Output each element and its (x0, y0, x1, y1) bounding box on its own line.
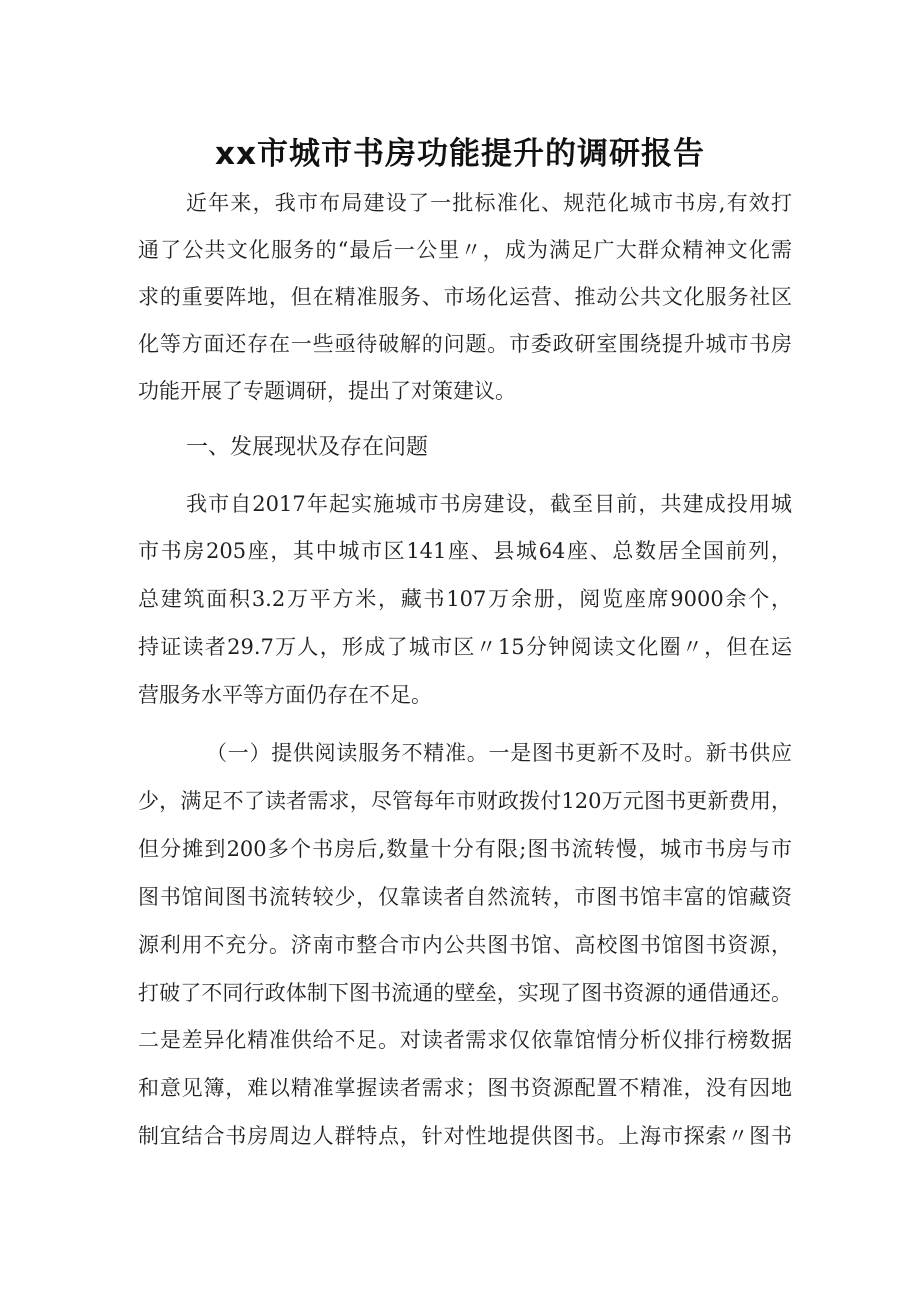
document-title: xx市城市书房功能提升的调研报告 (215, 136, 705, 172)
section-heading: 一、发展现状及存在问题 (186, 435, 429, 460)
subsection-line: 打破了不同行政体制下图书流通的壁垒，实现了图书资源的通借通还。 (138, 981, 792, 1005)
intro-line: 近年来，我市布局建设了一批标准化、规范化城市书房,有效打 (186, 191, 792, 215)
subsection-line: 二是差异化精准供给不足。对读者需求仅依靠馆情分析仪排行榜数据 (138, 1028, 792, 1052)
subsection-line: （一）提供阅读服务不精准。一是图书更新不及时。新书供应 (206, 741, 792, 765)
section-line: 持证读者29.7万人，形成了城市区〃15分钟阅读文化圈〃，但在运 (138, 635, 792, 659)
subsection-line: 但分摊到200多个书房后,数量十分有限;图书流转慢，城市书房与市 (138, 837, 792, 861)
section-line: 营服务水平等方面仍存在不足。 (138, 683, 432, 707)
subsection-line: 少，满足不了读者需求，尽管每年市财政拨付120万元图书更新费用， (138, 789, 792, 813)
section-line: 总建筑面积3.2万平方米，藏书107万余册，阅览座席9000余个， (138, 587, 792, 611)
section-line: 市书房205座，其中城市区141座、县城64座、总数居全国前列， (138, 539, 792, 563)
subsection-line: 源利用不充分。济南市整合市内公共图书馆、高校图书馆图书资源， (138, 933, 792, 957)
intro-line: 化等方面还存在一些亟待破解的问题。市委政研室围绕提升城市书房 (138, 332, 792, 356)
section-line: 我市自2017年起实施城市书房建设，截至目前，共建成投用城 (186, 492, 792, 516)
subsection-line: 和意见簿，难以精准掌握读者需求；图书资源配置不精准，没有因地 (138, 1076, 792, 1100)
subsection-line: 图书馆间图书流转较少，仅靠读者自然流转，市图书馆丰富的馆藏资 (138, 885, 792, 909)
subsection-line: 制宜结合书房周边人群特点，针对性地提供图书。上海市探索〃图书 (138, 1124, 792, 1148)
intro-line: 通了公共文化服务的“最后一公里〃，成为满足广大群众精神文化需 (138, 238, 792, 262)
intro-line: 求的重要阵地，但在精准服务、市场化运营、推动公共文化服务社区 (138, 285, 792, 309)
intro-line: 功能开展了专题调研，提出了对策建议。 (138, 379, 516, 403)
